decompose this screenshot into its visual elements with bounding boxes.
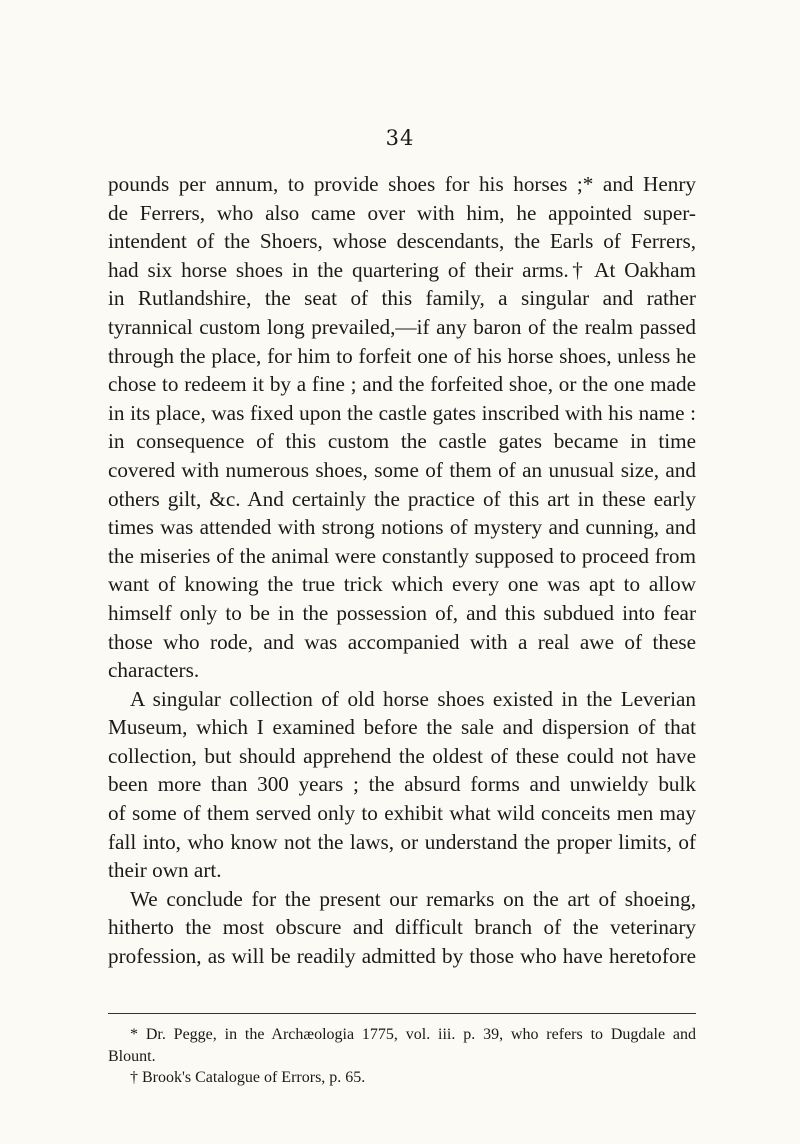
text-line: collection, but should apprehend the oldest of these could not have — [108, 743, 696, 768]
text-line: intendent of the Shoers, whose descendants, the Earls of Ferrers, — [108, 229, 696, 254]
paragraph-3 — [108, 885, 696, 971]
text-line: himself only to be in the possession of, and this subdued into fear — [108, 600, 696, 625]
text-line: Museum, which I examined before the sale and dispersion of that — [108, 715, 696, 740]
text-line: in Rutlandshire, the seat of this family, a singular and rather — [108, 286, 696, 311]
text-line: those who rode, and was accompanied with a real awe of these — [108, 629, 696, 654]
paragraph-1 — [108, 170, 696, 685]
footnotes — [108, 1024, 696, 1089]
text-line: characters. — [108, 658, 200, 683]
footnote-line: † Brook's Catalogue of Errors, p. 65. — [130, 1069, 366, 1086]
paragraph-2 — [108, 685, 696, 885]
text-line: of some of them served only to exhibit what wild conceits men may — [108, 801, 696, 826]
text-line: fall into, who know not the laws, or understand the proper limits, of — [108, 829, 696, 854]
text-line: the miseries of the animal were constantly supposed to proceed from — [108, 543, 696, 568]
text-line: profession, as will be readily admitted by those who have heretofore — [108, 944, 696, 969]
text-line: in consequence of this custom the castle gates became in time — [108, 429, 696, 454]
text-line: want of knowing the true trick which every one was apt to allow — [108, 572, 696, 597]
text-line: others gilt, &c. And certainly the practice of this art in these early — [108, 486, 696, 511]
footnote-line: * Dr. Pegge, in the Archæologia 1775, vol. iii. p. 39, who refers to Dugdale and — [130, 1026, 696, 1043]
text-line: their own art. — [108, 858, 222, 883]
text-line: covered with numerous shoes, some of them of an unusual size, and — [108, 457, 696, 482]
footnote-1 — [108, 1024, 696, 1067]
page-number: 34 — [385, 126, 415, 150]
text-line: chose to redeem it by a fine ; and the forfeited shoe, or the one made — [108, 372, 696, 397]
text-line: times was attended with strong notions of mystery and cunning, and — [108, 515, 696, 540]
text-line: A singular collection of old horse shoes existed in the Leverian — [130, 686, 696, 711]
main-text — [108, 170, 696, 971]
text-line: tyrannical custom long prevailed,—if any baron of the realm passed — [108, 314, 696, 339]
footnote-line: Blount. — [108, 1047, 156, 1065]
text-line: through the place, for him to forfeit one of his horse shoes, unless he — [108, 343, 696, 368]
footnote-divider — [108, 1013, 696, 1014]
text-line: been more than 300 years ; the absurd forms and unwieldy bulk — [108, 772, 696, 797]
text-line: in its place, was fixed upon the castle gates inscribed with his name : — [108, 400, 696, 425]
text-line: hitherto the most obscure and difficult branch of the veterinary — [108, 915, 696, 940]
text-line: We conclude for the present our remarks on the art of shoeing, — [130, 886, 696, 911]
text-line: had six horse shoes in the quartering of their arms.† At Oakham — [108, 257, 696, 282]
text-line: de Ferrers, who also came over with him, he appointed super- — [108, 200, 696, 225]
text-line: pounds per annum, to provide shoes for his horses ;* and Henry — [108, 172, 696, 196]
footnote-2 — [108, 1067, 696, 1089]
